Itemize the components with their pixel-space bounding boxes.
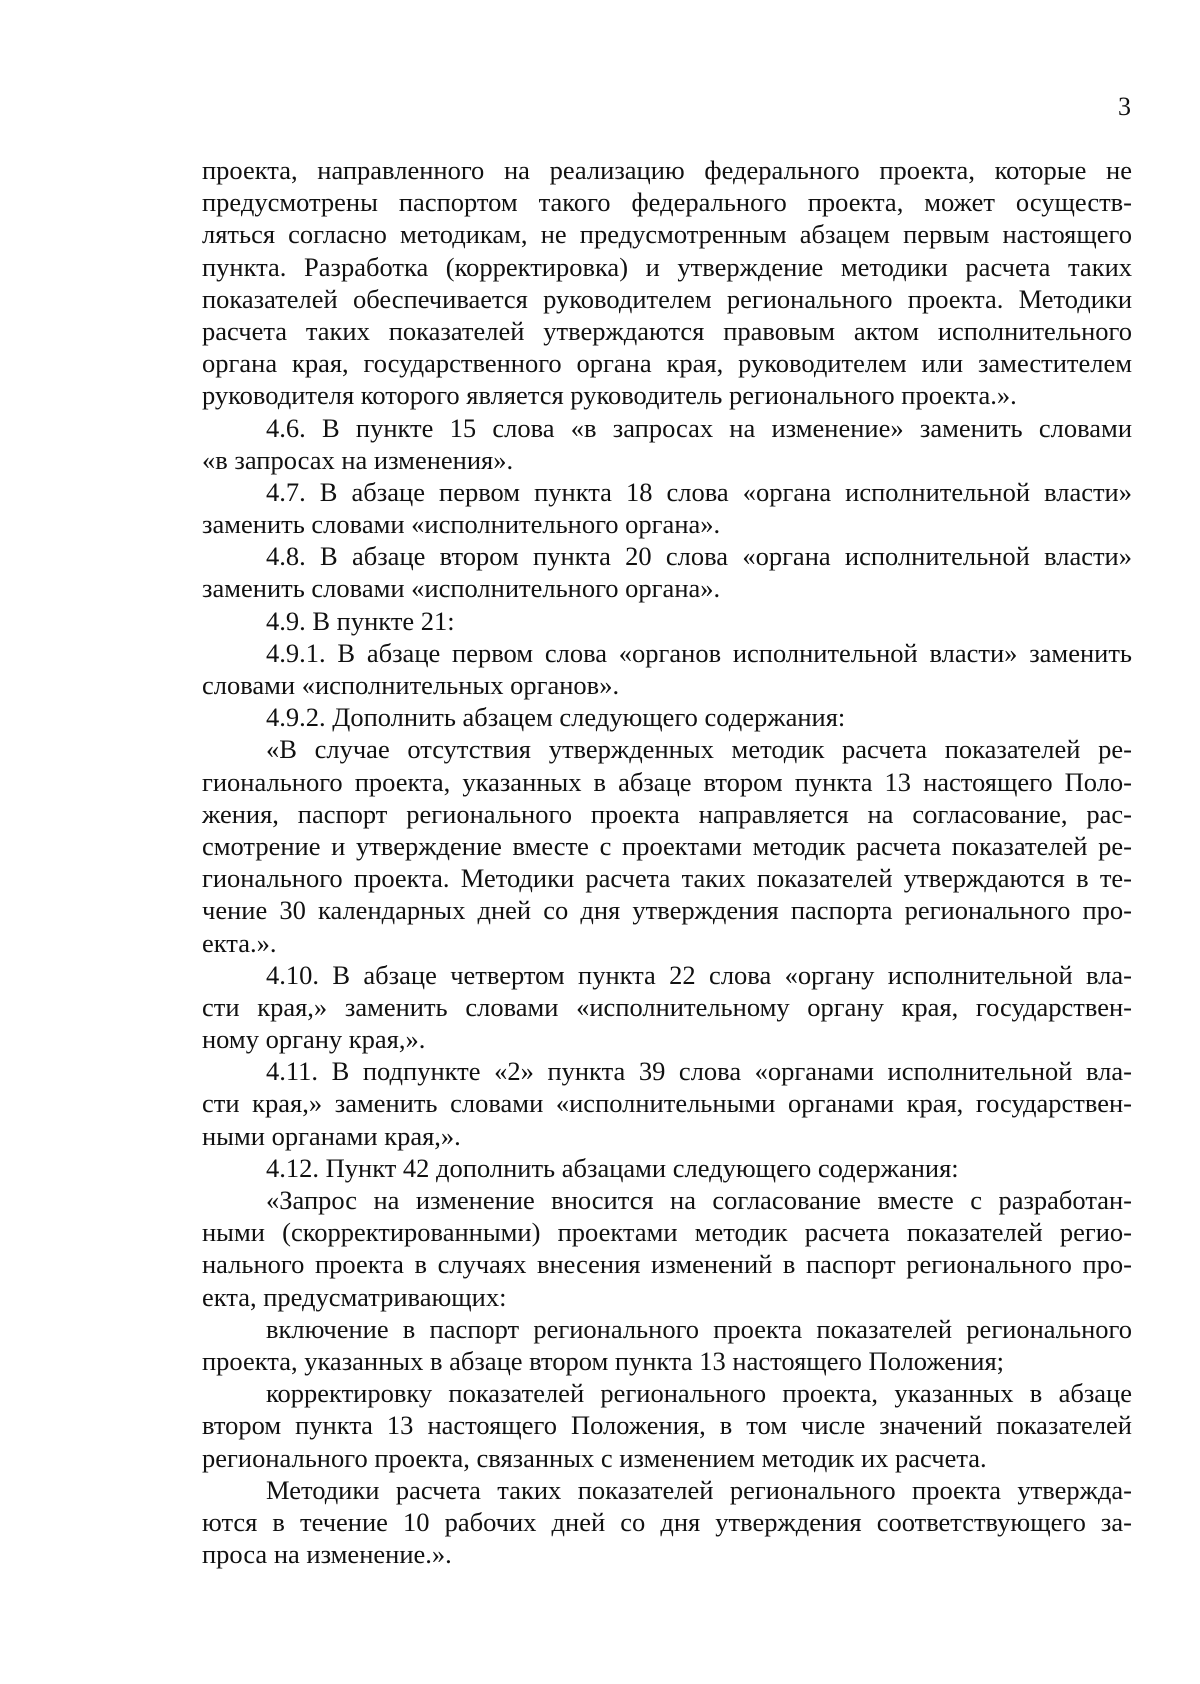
text-line: чение 30 календарных дней со дня утверждения паспорта регионального про- bbox=[202, 895, 1132, 926]
text-line: 4.12. Пункт 42 дополнить абзацами следующего содержания: bbox=[266, 1152, 959, 1183]
text-line: 4.10. В абзаце четвертом пункта 22 слова «органу исполнительной вла- bbox=[266, 959, 1132, 990]
text-line: руководителя которого является руководитель регионального проекта.». bbox=[202, 380, 1017, 411]
paragraph bbox=[202, 1152, 1132, 1184]
paragraph bbox=[202, 605, 1132, 637]
paragraph bbox=[202, 1377, 1132, 1474]
paragraph bbox=[202, 959, 1132, 1056]
text-line: екта, предусматривающих: bbox=[202, 1281, 507, 1312]
text-line: пункта. Разработка (корректировка) и утверждение методики расчета таких bbox=[202, 251, 1132, 282]
paragraph bbox=[202, 637, 1132, 701]
paragraph bbox=[202, 154, 1132, 412]
text-line: 4.7. В абзаце первом пункта 18 слова «органа исполнительной власти» bbox=[266, 476, 1132, 507]
text-line: ными (скорректированными) проектами методик расчета показателей регио- bbox=[202, 1217, 1132, 1248]
paragraph bbox=[202, 1313, 1132, 1377]
text-line: нального проекта в случаях внесения изменений в паспорт регионального про- bbox=[202, 1249, 1132, 1280]
text-line: проса на изменение.». bbox=[202, 1539, 452, 1570]
paragraph bbox=[202, 733, 1132, 958]
text-line: 4.6. В пункте 15 слова «в запросах на изменение» заменить словами bbox=[266, 412, 1132, 443]
text-line: заменить словами «исполнительного органа». bbox=[202, 509, 721, 540]
text-line: «в запросах на изменения». bbox=[202, 444, 514, 475]
text-line: смотрение и утверждение вместе с проектами методик расчета показателей ре- bbox=[202, 830, 1132, 861]
text-line: показателей обеспечивается руководителем регионального проекта. Методики bbox=[202, 283, 1132, 314]
document-body bbox=[202, 154, 1132, 1570]
text-line: ляться согласно методикам, не предусмотренным абзацем первым настоящего bbox=[202, 219, 1132, 250]
text-line: регионального проекта, связанных с изменением методик их расчета. bbox=[202, 1442, 987, 1473]
text-line: екта.». bbox=[202, 927, 277, 958]
text-line: гионального проекта. Методики расчета таких показателей утверждаются в те- bbox=[202, 863, 1132, 894]
text-line: гионального проекта, указанных в абзаце втором пункта 13 настоящего Поло- bbox=[202, 766, 1132, 797]
paragraph bbox=[202, 701, 1132, 733]
page-number: 3 bbox=[1118, 92, 1131, 121]
text-line: сти края,» заменить словами «исполнительному органу края, государствен- bbox=[202, 991, 1132, 1022]
text-line: 4.9.2. Дополнить абзацем следующего содержания: bbox=[266, 702, 846, 733]
paragraph bbox=[202, 1474, 1132, 1571]
text-line: 4.9. В пункте 21: bbox=[266, 605, 455, 636]
text-line: втором пункта 13 настоящего Положения, в том числе значений показателей bbox=[202, 1410, 1132, 1441]
text-line: жения, паспорт регионального проекта направляется на согласование, рас- bbox=[202, 798, 1132, 829]
text-line: включение в паспорт регионального проекта показателей регионального bbox=[266, 1313, 1132, 1344]
text-line: органа края, государственного органа края, руководителем или заместителем bbox=[202, 348, 1132, 379]
paragraph bbox=[202, 540, 1132, 604]
text-line: предусмотрены паспортом такого федерального проекта, может осуществ- bbox=[202, 187, 1132, 218]
text-line: словами «исполнительных органов». bbox=[202, 670, 620, 700]
paragraph bbox=[202, 412, 1132, 476]
text-line: ными органами края,». bbox=[202, 1120, 461, 1151]
text-line: сти края,» заменить словами «исполнительными органами края, государствен- bbox=[202, 1088, 1132, 1119]
paragraph bbox=[202, 476, 1132, 540]
text-line: ются в течение 10 рабочих дней со дня утверждения соответствующего за- bbox=[202, 1506, 1132, 1537]
text-line: корректировку показателей регионального проекта, указанных в абзаце bbox=[266, 1378, 1132, 1409]
paragraph bbox=[202, 1184, 1132, 1313]
paragraph bbox=[202, 1055, 1132, 1152]
text-line: заменить словами «исполнительного органа». bbox=[202, 573, 721, 604]
text-line: 4.8. В абзаце втором пункта 20 слова «органа исполнительной власти» bbox=[266, 541, 1132, 572]
text-line: «В случае отсутствия утвержденных методик расчета показателей ре- bbox=[266, 734, 1132, 765]
text-line: расчета таких показателей утверждаются правовым актом исполнительного bbox=[202, 315, 1132, 346]
text-line: проекта, указанных в абзаце втором пункта 13 настоящего Положения; bbox=[202, 1345, 1005, 1376]
text-line: ному органу края,». bbox=[202, 1024, 426, 1055]
text-line: 4.9.1. В абзаце первом слова «органов исполнительной власти» заменить bbox=[266, 637, 1132, 668]
text-line: 4.11. В подпункте «2» пункта 39 слова «органами исполнительной вла- bbox=[266, 1056, 1132, 1087]
text-line: Методики расчета таких показателей регионального проекта утвержда- bbox=[266, 1474, 1132, 1505]
text-line: «Запрос на изменение вносится на согласование вместе с разработан- bbox=[266, 1185, 1132, 1215]
text-line: проекта, направленного на реализацию федерального проекта, которые не bbox=[202, 155, 1132, 185]
